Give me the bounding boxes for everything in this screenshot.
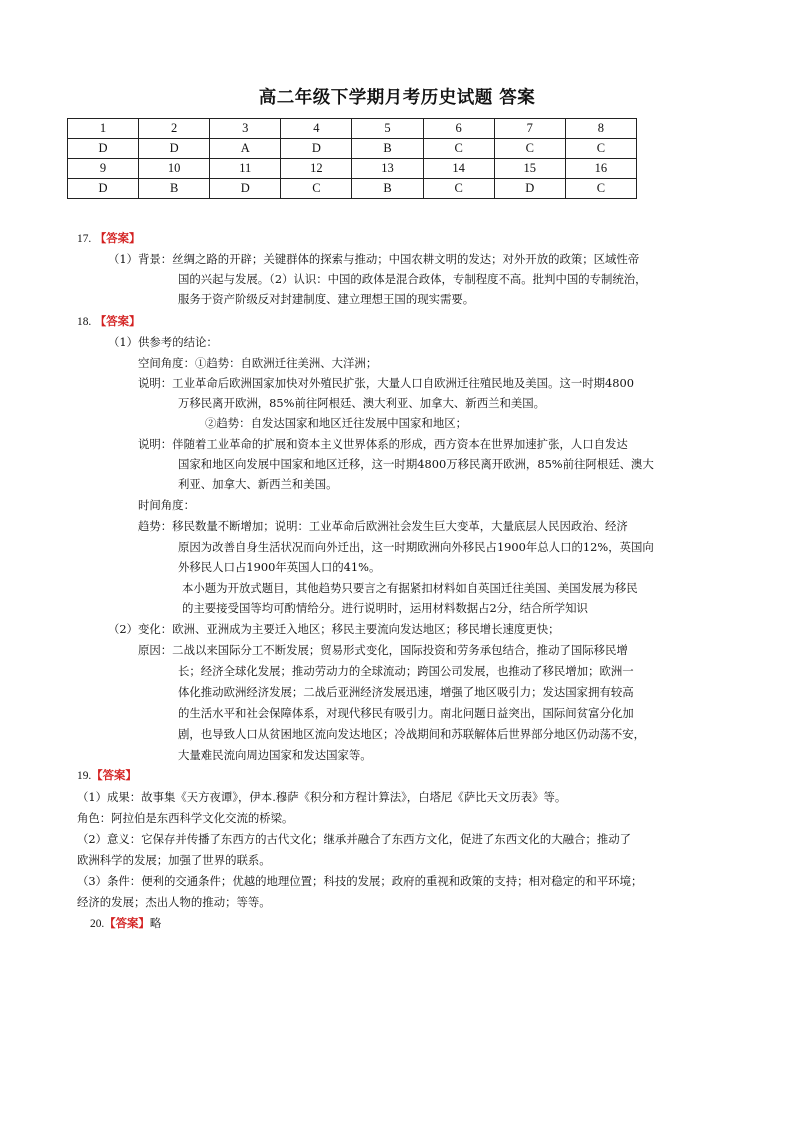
- table-row: [68, 179, 637, 199]
- q18-heading: [77, 313, 140, 330]
- table-cell: 3: [210, 119, 281, 139]
- q20-number: 20.: [90, 918, 105, 930]
- answer-tag: 【答案】: [94, 231, 141, 245]
- q19-line-5: （3）条件：便利的交通条件；优越的地理位置；科技的发展；政府的重视和政策的支持；相对稳定的和平环境；: [77, 874, 643, 888]
- table-cell: 11: [210, 159, 281, 179]
- q19-heading: [77, 767, 137, 784]
- table-cell: C: [423, 179, 494, 199]
- table-cell: 9: [68, 159, 139, 179]
- table-cell: B: [352, 179, 423, 199]
- q19-line-2: 角色：阿拉伯是东西科学文化交流的桥梁。: [77, 811, 294, 825]
- table-cell: C: [423, 139, 494, 159]
- q17-line-1: （1）背景：丝绸之路的开辟；关键群体的探索与推动；中国农耕文明的发达；对外开放的政策；区域性帝: [108, 252, 640, 266]
- q19-line-3: （2）意义：它保存并传播了东西方的古代文化；继承并融合了东西方文化，促进了东西文化的大融合；推动了: [77, 832, 631, 846]
- answer-tag: 【答案】: [94, 314, 141, 328]
- q18-number: 18.: [77, 316, 92, 328]
- q18-line-8: 利亚、加拿大、新西兰和美国。: [178, 477, 338, 491]
- q18-line-4: 万移民离开欧洲，85%前往阿根廷、澳大利亚、加拿大、新西兰和美国。: [178, 396, 546, 410]
- q19-number: 19.: [77, 770, 92, 782]
- q18-line-13: 本小题为开放式题目，其他趋势只要言之有据紧扣材料如自英国迁往美国、美国发展为移民: [182, 581, 638, 595]
- q19-line-1: （1）成果：故事集《天方夜谭》，伊本.穆萨《积分和方程计算法》，白塔尼《萨比天文历表》等。: [77, 790, 567, 804]
- q18-line-18: 体化推动欧洲经济发展；二战后亚洲经济发展迅速，增强了地区吸引力；发达国家拥有较高: [178, 685, 634, 699]
- table-cell: 10: [139, 159, 210, 179]
- q18-line-21: 大量难民流向周边国家和发达国家等。: [178, 748, 372, 762]
- page-title: 高二年级下学期月考历史试题 答案: [258, 88, 536, 108]
- table-cell: 5: [352, 119, 423, 139]
- table-row: [68, 139, 637, 159]
- q18-line-14: 的主要接受国等均可酌情给分。进行说明时，运用材料数据占2分，结合所学知识: [182, 601, 588, 615]
- table-cell: 8: [565, 119, 636, 139]
- table-cell: D: [68, 179, 139, 199]
- answer-table: [67, 118, 637, 199]
- answer-tag: 【答案】: [91, 768, 137, 782]
- table-cell: 4: [281, 119, 352, 139]
- table-cell: 14: [423, 159, 494, 179]
- table-cell: C: [565, 179, 636, 199]
- table-cell: 12: [281, 159, 352, 179]
- q17-number: 17.: [77, 233, 92, 245]
- q18-line-5: ②趋势：自发达国家和地区迁往发展中国家和地区；: [205, 416, 467, 430]
- table-cell: B: [352, 139, 423, 159]
- q17-line-2: 国的兴起与发展。（2）认识：中国的政体是混合政体，专制程度不高。批判中国的专制统治，: [178, 272, 647, 286]
- q18-line-17: 长；经济全球化发展；推动劳动力的全球流动；跨国公司发展，也推动了移民增加；欧洲一: [178, 664, 634, 678]
- q17-heading: [77, 230, 140, 247]
- answer-tag: 【答案】: [104, 916, 150, 930]
- table-cell: C: [565, 139, 636, 159]
- q18-line-16: 原因：二战以来国际分工不断发展；贸易形式变化，国际投资和劳务承包结合，推动了国际移民增: [138, 643, 628, 657]
- table-cell: D: [494, 179, 565, 199]
- table-cell: D: [210, 179, 281, 199]
- q18-line-19: 的生活水平和社会保障体系，对现代移民有吸引力。南北问题日益突出，国际间贫富分化加: [178, 706, 634, 720]
- q18-line-12: 外移民人口占1900年英国人口的41%。: [178, 560, 381, 574]
- table-cell: A: [210, 139, 281, 159]
- table-row: [68, 159, 637, 179]
- q18-line-2: 空间角度：①趋势：自欧洲迁往美洲、大洋洲；: [138, 356, 378, 370]
- table-cell: C: [494, 139, 565, 159]
- table-cell: 16: [565, 159, 636, 179]
- q17-line-3: 服务于资产阶级反对封建制度、建立理想王国的现实需要。: [178, 292, 475, 306]
- q18-line-7: 国家和地区向发展中国家和地区迁移，这一时期4800万移民离开欧洲，85%前往阿根廷、澳大: [178, 457, 654, 471]
- q18-line-1: （1）供参考的结论：: [108, 335, 218, 349]
- table-cell: 6: [423, 119, 494, 139]
- q19-line-6: 经济的发展；杰出人物的推动；等等。: [77, 895, 271, 909]
- q18-line-10: 趋势：移民数量不断增加；说明：工业革命后欧洲社会发生巨大变革，大量底层人民因政治、经济: [138, 519, 628, 533]
- table-cell: 1: [68, 119, 139, 139]
- q20-heading: [90, 915, 161, 932]
- table-cell: B: [139, 179, 210, 199]
- q18-line-20: 剧，也导致人口从贫困地区流向发达地区；冷战期间和苏联解体后世界部分地区仍动荡不安，: [178, 727, 646, 741]
- q18-line-15: （2）变化：欧洲、亚洲成为主要迁入地区；移民主要流向发达地区；移民增长速度更快；: [108, 622, 560, 636]
- table-row: [68, 119, 637, 139]
- q20-answer: 略: [149, 916, 162, 930]
- q19-line-4: 欧洲科学的发展；加强了世界的联系。: [77, 853, 271, 867]
- table-cell: 13: [352, 159, 423, 179]
- table-cell: 15: [494, 159, 565, 179]
- table-cell: D: [68, 139, 139, 159]
- table-cell: C: [281, 179, 352, 199]
- q18-line-9: 时间角度：: [138, 498, 195, 512]
- table-cell: D: [281, 139, 352, 159]
- q18-line-6: 说明：伴随着工业革命的扩展和资本主义世界体系的形成，西方资本在世界加速扩张，人口自发达: [138, 437, 628, 451]
- table-cell: 2: [139, 119, 210, 139]
- table-cell: 7: [494, 119, 565, 139]
- table-cell: D: [139, 139, 210, 159]
- q18-line-11: 原因为改善自身生活状况而向外迁出，这一时期欧洲向外移民占1900年总人口的12%，英国向: [178, 540, 654, 554]
- q18-line-3: 说明：工业革命后欧洲国家加快对外殖民扩张，大量人口自欧洲迁往殖民地及美国。这一时期4800: [138, 376, 635, 390]
